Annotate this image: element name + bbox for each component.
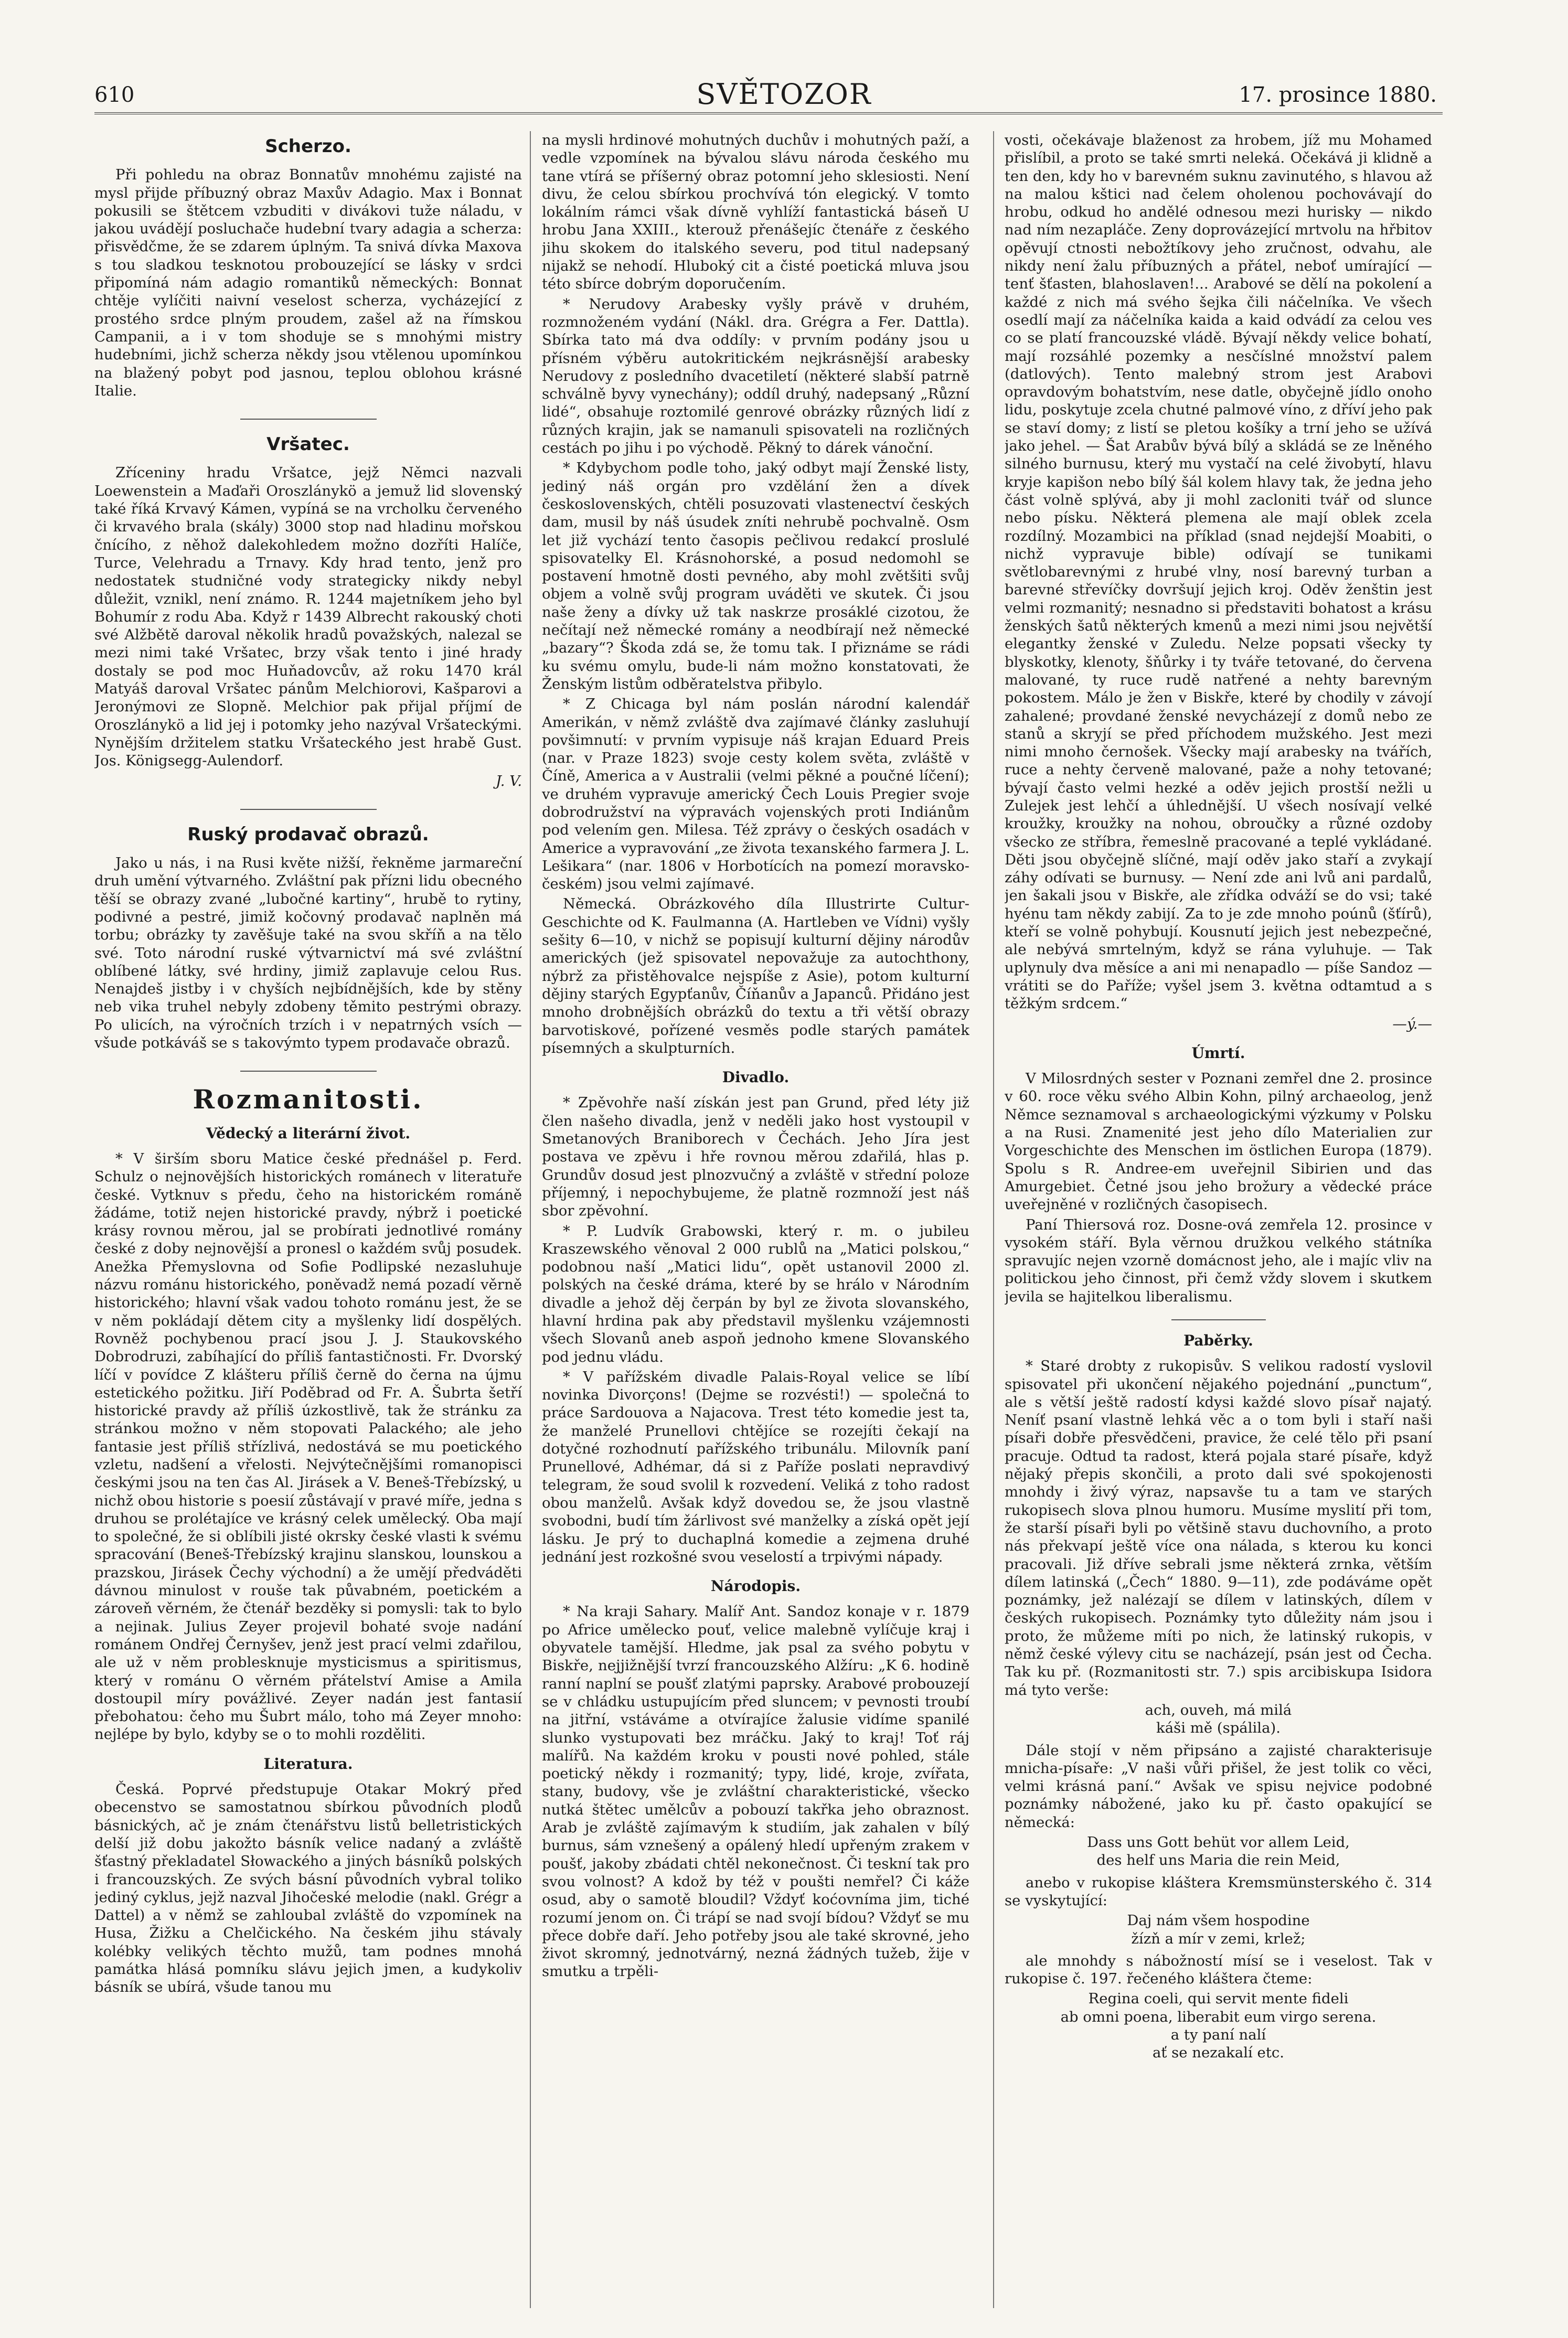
section-separator	[240, 809, 377, 810]
subsection-title-literatura: Literatura.	[263, 1755, 353, 1773]
article-paragraph: Paní Thiersová roz. Dosne-ová zemřela 12. prosince v vysokém stáří. Byla věrnou družkou velkého státníka spravujíc nejen vzorně domácnost jeho, ale i majíc vliv na politickou jeho činnost, při čemž vždy slovem i skutkem jevila se hajitelkou liberalismu.	[1005, 1216, 1432, 1305]
subsection-title-umrti: Úmrtí.	[1191, 1044, 1245, 1062]
verse-quote	[1005, 1912, 1432, 1948]
article-paragraph: * Nerudovy Arabesky vyšly právě v druhém, rozmnoženém vydání (Nákl. dra. Grégra a Fer. Dattla). Sbírka tato má dva oddíly: v prvním podány jsou u přísném výběru autokritickém nejkrásnější arabesky Nerudovy z posledního dvacetiletí (některé slabší patrně schválně byvy vynechány); oddíl druhý, nadepsaný „Různí lidé“, obsahuje roztomilé genrové obrázky různých lidí z různých krajin, jak se namanuli spisovateli na rozličných cestách po jihu i po východě. Pěkný to dárek vánoční.	[542, 295, 969, 457]
subsection-title-narodopis: Národopis.	[710, 1577, 801, 1595]
verse-line: Dass uns Gott behüt vor allem Leid,	[1087, 1834, 1350, 1851]
section-title-prodavac: Ruský prodavač obrazů.	[187, 824, 429, 845]
subsection-title-paberky: Paběrky.	[1183, 1332, 1253, 1349]
section-separator	[240, 1071, 377, 1072]
subsection-title-divadlo: Divadlo.	[722, 1069, 790, 1086]
article-paragraph: Česká. Poprvé předstupuje Otakar Mokrý před obecenstvo se samostatnou sbírkou původních plodů básnických, ač je znám čtenářstvu listů belletristických delší již dobu jakožto básník velice nadaný a zvláště šťastný překladatel Słowackého a jiných básníků polských i francouzských. Ze svých básní původních vybral toliko jediný cyklus, jejž nazval Jihočeské melodie (nakl. Grégr a Dattel) a v němž se zahloubal zvláště do vzpomínek na Husa, Žižku a Chelčického. Na českém jihu stávaly kolébky velikých těchto mužů, tam podnes mnohá památka hlásá pomníku slávu jejich jmen, a kudykoliv básník se ubírá, všude tanou mu	[94, 1781, 522, 1996]
verse-line: žízň a mír v zemi, krlež;	[1131, 1930, 1306, 1947]
journal-title: SVĚTOZOR	[696, 78, 872, 111]
article-paragraph: * Na kraji Sahary. Malíř Ant. Sandoz konaje v r. 1879 po Africe umělecko pouť, velice malebně vylíčuje kraj i obyvatele tamější. Hledme, jak psal za svého pobytu v Biskře, nejjižnější tvrzí francouzského Alžíru: „K 6. hodině ranní naplní se poušť zlatými paprsky. Arabové probouzejí se v chládku ustupujícím před sluncem; v pevnosti troubí na jitřní, vstáváme a otvírajíce žalusie vidíme spanilé slunko vystupovati bez mráčku. Jaký to kraj! Toť ráj malířů. Na každém kroku v pousti nové pohled, stále poetický někdy i rozmanitý; typy, lidé, kroje, zvířata, stany, budovy, vše je zvláštní charakteristické, všecko nutká štětec umělcův a pobouzí takřka jeho obraznost. Arab je zvláště zajímavým k studiím, jak zahalen v bílý burnus, sám vznešený a opálený hledí upřeným zrakem v poušť, jakoby zbádati chtěl nekonečnost. Či teskní tak pro svou volnost? A kdož by též v poušti nemřel? Či káže osud, aby o samotě bloudil? Vždyť koćovníma jim, tiché rozumí jenom on. Či trápí se nad svojí bídou? Vždyť se mu přece dobře daří. Jeho potřeby jsou ale také skrovné, jeho život skromný, jednotvárný, nezná žádných tužeb, žije v smutku a trpěli-	[542, 1603, 969, 1980]
author-signature: J. V.	[495, 772, 522, 789]
article-paragraph: Zříceniny hradu Vršatce, jejž Němci nazvali Loewenstein a Maďaři Oroszlánykö a jemuž lid slovenský také říká Krvavý Kámen, vypíná se na vrcholku červeného či krvavého brala (skály) 3000 stop nad hladinu mořskou čnícího, z něhož dalekohledem možno dozříti Halíče, Turce, Velehradu a Trnavy. Kdy hrad tento, jenž pro nedostatek studničné vody strategicky nikdy nebyl důležit, vznikl, není známo. R. 1244 majetníkem jeho byl Bohumír z rodu Aba. Když r 1439 Albrecht rakouský choti své Alžbětě daroval několik hradů považských, nalezal se mezi nimi také Vršatec, brzy však tento i jiné hrady dostaly se pod moc Huňadovcův, až roku 1470 král Matyáš daroval Vršatec pánům Melchiorovi, Kašparovi a Jeronýmovi ze Slopně. Melchior pak přijal příjmí de Oroszlánykö a lid jej i potomky jeho nazýval Vršateckými. Nynějším držitelem statku Vršateckého jest hrabě Gust. Jos. Königsegg-Aulendorf.	[94, 464, 522, 770]
article-paragraph: Německá. Obrázkového díla Illustrirte Cultur-Geschichte od K. Faulmanna (A. Hartleben ve Vídni) vyšly sešity 6—10, v nichž se popisují kulturní dějiny národův amerických (jež spisovatel nepovažuje za autochthony, nýbrž za přistěhovalce nejspíše z Asie), potom kulturní dějiny starých Egypťanův, Číňanův a Japanců. Přidáno jest mnoho drobnějších obrázků do textu a tři větší obrazy barvotiskové, pořízené vesměs podle starých památek písemných a skulpturních.	[542, 895, 969, 1056]
article-paragraph: * Z Chicaga byl nám poslán národní kalendář Amerikán, v němž zvláště dva zajímavé články zasluhují povšimnutí: v prvním vypisuje náš krajan Eduard Preis (nar. v Praze 1823) svoje cesty kolem světa, zvláště v Číně, America a v Australii (velmi pěkné a poučné líčení); ve druhém vypravuje americký Čech Louis Pregier svoje dobrodružství na výpravách vojenských proti Indiánům pod velením gen. Milesa. Též zprávy o českých osadách v Americe a vypravování „ze života texanského farmera J. L. Lešikara“ (nar. 1806 v Horbotících na pomezí moravsko-českém) jsou velmi zajímavé.	[542, 696, 969, 893]
article-paragraph: Dále stojí v něm připsáno a zajisté charakterisuje mnicha-písaře: „V naši vůři přišel, že jest tolik co věci, velmi krásná paní.“ Avšak ve spisu nejvice podobné poznámky nábožené, jako ku př. často opakující se německá:	[1005, 1742, 1432, 1831]
verse-quote	[1005, 1990, 1432, 2062]
issue-date: 17. prosince 1880.	[1239, 83, 1437, 107]
verse-line: káši mě (spálila).	[1156, 1720, 1281, 1737]
article-paragraph: anebo v rukopise kláštera Kremsmünsterského č. 314 se vyskytující:	[1005, 1874, 1432, 1909]
page-number: 610	[94, 83, 135, 107]
column-divider	[530, 131, 531, 2308]
article-paragraph: * Staré drobty z rukopisův. S velikou radostí vyslovil spisovatel při ukončení nějakého pojednání „punctum“, ale s větší ještě radostí kdysi každé slovo písař najatý. Neníť psaní vlastně lehká věc a o tom byli i staří naši písaři dobře přesvědčeni, pravice, že celé tělo při psaní pracuje. Odtud ta radost, která pojala staré písaře, když nějaký přepis skončili, a proto dali své spokojenosti mnohdy i živý výraz, napsavše tu a tam ve starých rukopisech slova plnou humoru. Musíme myslití při tom, že starší písaři byli po většině stavu duchovního, a proto nás překvapí ještě více ona nálada, s kterou ku konci pracovali. Již dříve sebrali jsme některá zrnka, větším dílem latinská („Čech“ 1880. 9—11), zde podáváme opět poznámky, jež nalézají se dílem v latinských, dílem v českých rukopisech. Poznámky tyto důležity nám jsou i proto, že můžeme míti po nich, že latinský rukopis, v němž české výlevy citu se nacházejí, psán jest od Čecha. Tak ku př. (Rozmanitosti str. 7.) spis arcibiskupa Isidora má tyto verše:	[1005, 1358, 1432, 1699]
section-separator	[1171, 1319, 1266, 1320]
verse-line: ať se nezakalí etc.	[1152, 2044, 1285, 2062]
subsection-title: Vědecký a literární život.	[206, 1124, 411, 1142]
article-paragraph: * P. Ludvík Grabowski, který r. m. o jubileu Kraszewského věnoval 2 000 rublů na „Matici polskou,“ podobnou naší „Matici lidu“, opět ustanovil 2000 zl. polských na české dráma, které by se hrálo v Národním divadle a jehož děj čerpán by byl ze života slovanského, hlavní hrdina pak aby představil myšlenku vzájemnosti všech Slovanů aneb aspoň jednoho kmene Slovanského pod jednu vládu.	[542, 1222, 969, 1365]
column-divider	[993, 131, 994, 2308]
verse-line: ach, ouveh, má milá	[1145, 1701, 1292, 1718]
header-rule	[94, 112, 1443, 114]
article-paragraph: * V širším sboru Matice české přednášel p. Ferd. Schulz o nejnovějších historických románech v literatuře české. Vytknuv s předu, čeho na historickém románě žádáme, totiž nejen historické pravdy, nýbrž i poetické krásy rovnou měrou, jal se probírati jednotlivé romány české z doby nejnovější a pronesl o každém svůj posudek. Anežka Přemyslovna od Sofie Podlipské nezasluhuje názvu románu historického, poněvadž nemá pozadí věrně historického; hlavní však vadou tohoto románu jest, že se v něm pokládají dětem city a myšlenky lidí dospělých. Rovněž pochybenou prací jsou J. J. Staukovského Dobrodruzi, zabíhající do příliš fantastičnosti. Fr. Dvorský líčí v povídce Z klášteru příliš černě do černa na újmu estetického požitku. Jiří Poděbrad od Fr. A. Šubrta šetří historické pravdy až příliš úzkostlivě, tak že stránku za stránkou možno v něm stopovati Palackého; ale jeho fantasie jest příliš střízlivá, nedostává se mu poetického vzletu, nadšení a vřelosti. Nejvýtečnějšími romanopisci českými jsou na ten čas Al. Jirásek a V. Beneš-Třebízský, u nichž obou historie s poesií zůstávají v pravé míře, jedna s druhou se prolétajíce ve krásný celek umělecký. Oba mají to společné, že si oblíbili jisté okrsky české vlasti k svému spracování (Beneš-Třebízský krajinu slanskou, lounskou a prazskou, Jirásek Čechy východní) a že umějí předváděti dávnou minulost v rouše tak půvabném, poetickém a zároveň věrném, že čtenář bezděky si pomysli: tak to bylo a nejinak. Julius Zeyer projevil bohaté svoje nadání románem Ondřej Černyšev, jenž jest prací velmi zdařilou, ale už v něm problesknuje mysticismus a spiritismus, který v románu O věrném přátelství Amise a Amila dostoupil míry povážlivé. Zeyer nadán jest fantasií přebohatou: čeho mu Šubrt málo, toho má Zeyer mnoho: nejlépe by bylo, kdyby se o to mohli rozděliti.	[94, 1150, 522, 1743]
article-paragraph: * Kdybychom podle toho, jaký odbyt mají Ženské listy, jediný náš orgán pro vzdělání žen a dívek československých, chtěli posuzovati vlastenectví českých dam, musil by náš úsudek zníti nehrubě pochvalně. Osm let již vychází tento časopis pečlivou redakcí proslulé spisovatelky El. Krásnohorské, a posud nedomohl se postavení hmotně dosti pevného, aby mohl zvětšiti svůj objem a volně svůj program uváděti ve skutek. Či jsou naše ženy a dívky už tak naskrze prosáklé cizotou, že nečítají než německé romány a neodbírají než německé „bazary“? Škoda zdá se, že tomu tak. I přiznáme se rádi ku svému omylu, bude-li nám možno konstatovati, že Ženským listům odběratelstva přibylo.	[542, 460, 969, 692]
column-2	[542, 131, 969, 2313]
verse-quote	[1005, 1833, 1432, 1870]
article-paragraph: * Zpěvohře naší získán jest pan Grund, před léty již člen našeho divadla, jenž v neděli jako host vystoupil v Smetanových Braniborech v Čechách. Jeho Jíra jest postava ve zpěvu i hře rovnou měrou zdařilá, hlas p. Grundův dosud jest plnozvučný a zvláště v střední poloze příjemný, i nepochybujeme, že platně rozmnoží jest náš sbor zpěvohní.	[542, 1094, 969, 1220]
verse-line: Regina coeli, qui servit mente fideli	[1088, 1990, 1349, 2008]
article-paragraph: ale mnohdy s nábožností mísí se i veselost. Tak v rukopise č. 197. řečeného kláštera čteme:	[1005, 1952, 1432, 1988]
article-paragraph: na mysli hrdinové mohutných duchův i mohutných paží, a vedle vzpomínek na bývalou slávu národa českého mu tane vtírá se příšerný obraz potomní jeho sklesiosti. Není divu, že celou sbírkou prochvívá tón elegický. V tomto lokálním rámci však dívně vyhlíží fantastická báseň U hrobu Jana XXIII., kterouž přenášejíc čtenáře z českého jihu skokem do italského severu, pod titul nadepsaný nijakž se nehodí. Hluboký cit a čisté poetická mluva jsou této sbírce dobrým doporučením.	[542, 132, 969, 293]
section-title-vrsatec: Vršatec.	[266, 434, 350, 455]
verse-line: ab omni poena, liberabit eum virgo serena.	[1060, 2008, 1377, 2025]
verse-line: a ty paní nalí	[1170, 2026, 1266, 2043]
article-paragraph: Při pohledu na obraz Bonnatův mnohému zajisté na mysl přijde příbuzný obraz Maxův Adagio. Max i Bonnat pokusili se štětcem vzbuditi v divákovi tuže náladu, v jakou uvádějí posluchače hudební tvary adagia a scherza: přisvědčme, že se zdarem úplným. Ta snivá dívka Maxova s tou sladkou tesknotou probouzející se lásky v srdci připomíná nám adagio romantiků německých: Bonnat chtěje vylíčiti naivní veselost scherza, vycházející z prostého srdce plným proudem, zašel až na římskou Campanii, a i v tom shoduje se s mnohými mistry hudebními, jichž scherza někdy jsou vtělenou upomínkou na blažený pobyt pod jasnou, teplou oblohou krásné Italie.	[94, 166, 522, 399]
article-paragraph: vosti, očekávaje blaženost za hrobem, jíž mu Mohamed přislíbil, a proto se také smrti neleká. Očekává ji klidně a ten den, kdy ho v barevném suknu zavinutého, s hlavou až na malou kštici nad čelem oholenou pochovávají do hrobu, odkud ho andělé odnesou mezi hurisky — nikdo nad ním nezapláče. Zeny doprovázející mrtvolu na hřbitov opěvují ctnosti nebožtíkovy jeho zručnost, odvahu, ale nikdy není žalu příbuzných a přátel, neboť umírající — tenť šťasten, blahoslaven!... Arabové se dělí na pokolení a každé z nich má svého šejka čili náčelníka. Ve všech osedlí mají za náčelníka kaida a kaid odvádí za celou ves co se platí francouzské vládě. Bývají někdy velice bohatí, mají rozsáhlé pozemky a nesčíslné množství palem (datlových). Tento malebný strom jest Arabovi opravdovým bohatstvím, nese datle, obyčejně jídlo onoho lidu, poskytuje zcela chutné palmové víno, z dříví jeho pak se staví domy; z listí se pletou košíky a trní jeho se užívá jako jehel. — Šat Arabův bývá bílý a skládá se ze lněného silného burnusu, který mu vystačí na celé živobytí, hlavu kryje kapišon nebo bílý šál kolem hlavy tak, že jedna jeho část volně splývá, aby ji mohl zacloniti tvář od slunce nebo písku. Některá plemena ale mají oblek zcela rozdílný. Mozambici na příklad (snad nejdejší Moabiti, o nichž vypravuje bible) odívají se tunikami světlobarevnými z hrubé vlny, nosí barevný turban a barevné střevíčky dovršují jejich kroj. Oděv ženštin jest velmi rozmanitý; nesnadno si představiti bohatost a krásu ženských šatů některých kmenů a mezi nimi jsou největší elegantky ženské v Zuledu. Nelze popsati všecky ty blyskotky, klenoty, šňůrky i ty tváře tetované, do červena malované, ty ruce rudě natřené a nehty barevným pokostem. Málo je žen v Biskře, které by chodily v závojí zahalené; provdané ženské nevycházejí z domů nebo ze stanů a skryjí se před příchodem mužského. Jest mezi nimi mnoho černošek. Všecky mají arabesky na tvářích, ruce a nehty červeně malované, paže a nohy tetované; bývají často velmi hezké a oděv jejich prostší nežli u Zulejek jest lehčí a úhlednější. U všech nosívají velké kroužky, kroužky na nohou, obroučky a různé ozdoby všecko ze stříbra, řemeslně pracované a teplé vykládané. Děti jsou obyčejně slíčné, mají oděv jako staří a zvykají záhy odívati se burnusy. — Není zde ani lvů ani pardalů, jen šakali jsou v Biskře, ale zřídka odváží se do vsi; také hyénu tam někdy zabijí. Za to je zde mnoho poúnů (šťírů), kteří se volně pohybují. Kousnutí jejich jest nebezpečné, ale nebývá smrtelným, když se rána vyluhuje. — Tak uplynuly dva měsíce a ani mi nenapadlo — píše Sandoz — vrátiti se do Paříže; vyšel jsem 3. května odtamtud a s těžkým srdcem.“	[1005, 132, 1432, 1012]
verse-quote	[1005, 1701, 1432, 1737]
column-1	[94, 131, 522, 2313]
article-paragraph: V Milosrdných sester v Poznani zemřel dne 2. prosince v 60. roce věku svého Albin Kohn, pilný archaeolog, jenž Němce seznamoval s archaeologickými výzkumy v Polsku a na Rusi. Znamenité jest jeho dílo Materialien zur Vorgeschichte des Menschen im östlichen Europa (1879). Spolu s R. Andree-em uveřejnil Sibirien und das Amurgebiet. Četné jsou jeho brožury a vědecké práce uveřejněné v rozličných časopisech.	[1005, 1070, 1432, 1213]
verse-line: des helf uns Maria die rein Meid,	[1096, 1852, 1340, 1869]
verse-line: Daj nám všem hospodine	[1127, 1912, 1310, 1929]
section-title-scherzo: Scherzo.	[265, 136, 351, 157]
column-3	[1005, 131, 1432, 2313]
section-title-rozmanitosti: Rozmanitosti.	[193, 1084, 424, 1115]
section-separator	[240, 419, 377, 420]
page-header	[0, 0, 1568, 126]
article-paragraph: * V pařížském divadle Palais-Royal velice se líbí novinka Divorçons! (Dejme se rozvésti!) — společná to práce Sardouova a Najacova. Trest této komedie jest ta, že manželé Prunellovi chtějíce se rozejíti čekají na dotyčné rozhodnutí pařížského tribunálu. Milovník paní Prunellové, Adhémar, dá si z Paříže poslati nepravdivý telegram, že soud svolil k rozvedení. Veliká z toho radost obou manželů. Avšak když dovedou se, že jsou vlastně svobodni, budí tím žárlivost své manželky a získá opět její lásku. Je prý to duchaplná komedie a zejmena druhé jednání jest rozkošné svou veselostí a trpivými nápady.	[542, 1368, 969, 1565]
article-paragraph: Jako u nás, i na Rusi květe nižší, řekněme jarmareční druh umění výtvarného. Zvláštní pak přízni lidu obecného těší se obrazy zvané „lubočné kartiny“, hrubě to rytiny, podivné a pestré, jimiž kočovný prodavač naplněn má torbu; obrázky ty zavěšuje také na svou skříň a na tělo své. Toto národní ruské výtvarnictví má své zvláštní oblíbené látky, své hrdiny, jimiž zaplavuje celou Rus. Nenajdeš jistby i v chyších nejbídnějších, kde by stěny neb vika truhel nebyly zdobeny těmito pestrými obrazy. Po ulicích, na výročních trzích i v nepatrných vsích — všude potkáváš se s takovýmto typem prodavače obrazů.	[94, 855, 522, 1052]
author-signature: —ý.—	[1392, 1015, 1432, 1032]
